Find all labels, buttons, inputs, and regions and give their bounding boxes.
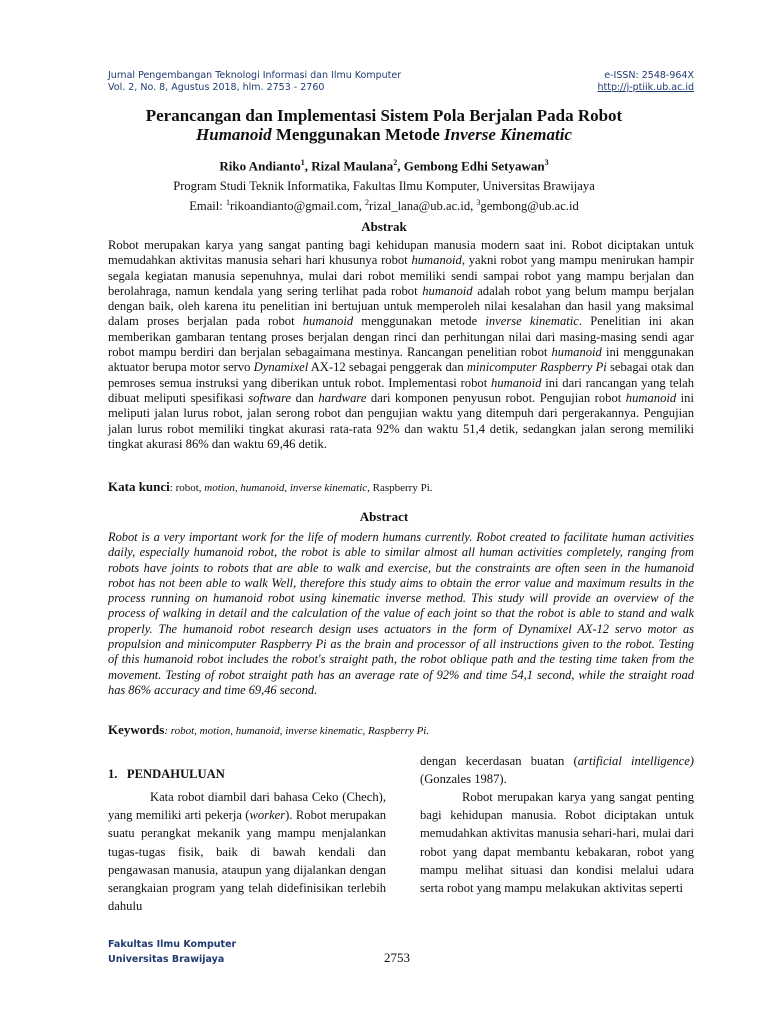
keywords-value: : robot, motion, humanoid, inverse kinematic, Raspberry Pi. <box>164 725 430 737</box>
email-line <box>60 195 708 214</box>
author-3: , Gembong Edhi Setyawan <box>397 158 545 174</box>
email-3: gembong@ub.ac.id <box>480 199 579 214</box>
author-2: , Rizal Maulana <box>304 158 394 174</box>
footer-institution <box>108 937 236 967</box>
email-1: rikoandianto@gmail.com, <box>229 199 366 214</box>
paper-title-line2 <box>60 125 708 145</box>
email-2: rizal_lana@ub.ac.id, <box>369 199 477 214</box>
footer-university: Universitas Brawijaya <box>108 954 225 965</box>
footer-faculty: Fakultas Ilmu Komputer <box>108 939 237 950</box>
section-1-heading: 1. PENDAHULUAN <box>108 767 225 781</box>
email-3-mark: 3 <box>476 198 481 207</box>
title-inverse-kinematic: Inverse Kinematic <box>444 125 572 144</box>
section-1-paragraph: Kata robot diambil dari bahasa Ceko (Chech), yang memiliki arti pekerja (worker). Robot merupakan suatu perangkat mekanik yang mampu menjalankan tugas-tugas fisik, baik di bawah kendali dan pengawasan manusia, ataupun yang dijalankan dengan serangkaian program yang telah didefinisikan terlebih dahulu <box>108 790 386 914</box>
journal-eissn: e-ISSN: 2548-964X <box>604 70 694 81</box>
page-number: 2753 <box>384 950 410 965</box>
keywords <box>108 722 694 738</box>
author-1: Riko Andianto <box>219 158 301 174</box>
author-list <box>60 155 708 174</box>
email-2-mark: 2 <box>365 198 370 207</box>
running-header-right <box>500 70 694 94</box>
right-column-paragraph-2: Robot merupakan karya yang sangat penting bagi kehidupan manusia. Robot diciptakan untuk memudahkan aktivitas manusia sehari-hari, mulai dari robot yang dapat membantu kebakaran, robot yang mampu melihat situasi dan kondisi melalui udara serta robot yang mampu melakukan aktivitas seperti <box>420 790 694 896</box>
journal-name: Jurnal Pengembangan Teknologi Informasi dan Ilmu Komputer <box>108 70 402 81</box>
abstrak-heading: Abstrak <box>361 219 407 234</box>
title-mid: Menggunakan Metode <box>271 125 444 144</box>
abstract-heading: Abstract <box>359 509 409 524</box>
abstract-body: Robot is a very important work for the life of modern humans currently. Robot created to facilitate human activities daily, especially humanoid robot, the robot is able to similar almost all human activities completely, ranging from robots have joints to robots that are able to walk and exercise, but the constraints are often seen in the humanoid robot has not been able to walk Well, therefore this study aims to obtain the error value and maximum results in the process running on humanoid robot using kinematic inverse method. This study will provide an overview of the process of walking in detail and the calculation of the value of each joint so that the robot is able to stand and walk properly. The humanoid robot research design uses actuators in the form of Dynamixel AX-12 servo motor as propulsion and minicomputer Raspberry Pi as the brain and processor of all instructions given to the robot. Testing of this humanoid robot includes the robot's straight path, the robot oblique path and the testing time taken from the movement. Testing of robot straight path has an average rate of 92% and time 54,1 second, while the straight road has 86% accuracy and time 69,46 second. <box>108 530 694 697</box>
title-humanoid: Humanoid <box>196 125 272 144</box>
kata-kunci: Kata kunci: robot, motion, humanoid, inverse kinematic, Raspberry Pi. <box>108 479 433 494</box>
author-2-mark: 2 <box>393 158 398 167</box>
keywords-label: Keywords <box>108 722 165 737</box>
affiliation: Program Studi Teknik Informatika, Fakultas Ilmu Komputer, Universitas Brawijaya <box>173 179 595 193</box>
right-column-paragraph-1: dengan kecerdasan buatan (artificial intelligence) (Gonzales 1987). <box>420 754 694 787</box>
abstrak-body: Robot merupakan karya yang sangat panting bagi kehidupan manusia modern saat ini. Robot diciptakan untuk memudahkan aktivitas manusia sehari hari khusunya robot humanoid, yakni robot yang mampu menirukan hampir segala kegiatan manusia sepenuhnya, mulai dari robot memiliki sendi sampai robot yang mampu berjalan dan berolahraga, namun kendala yang sering terlihat pada robot humanoid adalah robot yang belum mampu berjalan dengan baik, oleh karena itu penelitian ini bertujuan untuk memperoleh nilai kesalahan dan hasil yang maksimal dalam proses berjalan pada robot humanoid menggunakan metode inverse kinematic. Penelitian ini akan memberikan gambaran tentang proses berjalan dengan rinci dan perhitungan nilai dari masing-masing sendi agar robot mampu berdiri dan berjalan sebagaimana mestinya. Rancangan penelitian robot humanoid ini menggunakan aktuator berupa motor servo Dynamixel AX-12 sebagai penggerak dan minicomputer Raspberry Pi sebagai otak dan pemroses semua instruksi yang diberikan untuk robot. Implementasi robot humanoid ini dari rancangan yang telah dibuat meliputi spesifikasi software dan hardware dari komponen penyusun robot. Pengujian robot humanoid ini meliputi jalan lurus robot, jalan serong robot dan pengujian waktu yang ditempuh dari pergerakannya. Pengujian jalan lurus robot memiliki tingkat akurasi rata-rata 92% dan waktu 51,4 detik, sedangkan jalan serong memiliki tingkat akurasi 86% dan waktu 69,46 detik. <box>108 238 695 451</box>
author-1-mark: 1 <box>300 158 305 167</box>
email-label: Email: <box>189 199 226 214</box>
journal-volume: Vol. 2, No. 8, Agustus 2018, hlm. 2753 - 2760 <box>108 82 325 93</box>
journal-url[interactable]: http://j-ptiik.ub.ac.id <box>597 82 694 93</box>
running-header-left <box>108 70 508 94</box>
kata-kunci-label: Kata kunci <box>108 479 170 494</box>
paper-title-line1: Perancangan dan Implementasi Sistem Pola Berjalan Pada Robot <box>145 106 623 125</box>
email-1-mark: 1 <box>225 198 230 207</box>
author-3-mark: 3 <box>544 158 549 167</box>
